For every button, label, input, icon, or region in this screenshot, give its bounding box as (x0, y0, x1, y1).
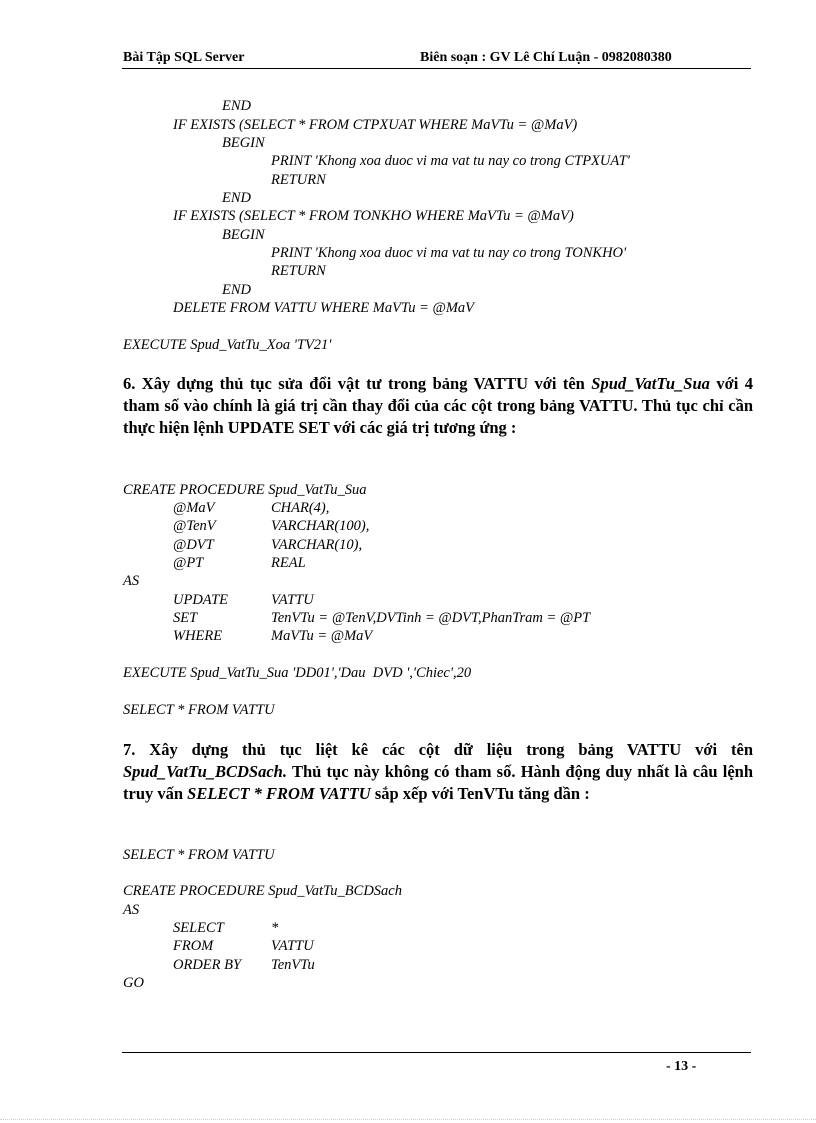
sql-keyword: FROM (173, 938, 214, 954)
code-line: PRINT 'Khong xoa duoc vi ma vat tu nay co trong CTPXUAT' (271, 153, 630, 169)
footer-rule (122, 1052, 751, 1053)
section-6-paragraph (123, 373, 753, 439)
sql-value: * (271, 920, 279, 936)
query-text: SELECT * FROM VATTU (187, 784, 371, 803)
code-line: RETURN (271, 172, 326, 188)
code-line: IF EXISTS (SELECT * FROM CTPXUAT WHERE MaVTu = @MaV) (173, 117, 578, 133)
sql-value: MaVTu = @MaV (271, 628, 373, 644)
sql-value: VATTU (271, 938, 314, 954)
sql-keyword: ORDER BY (173, 957, 242, 973)
param-name: @MaV (173, 500, 215, 516)
sql-value: TenVTu (271, 957, 315, 973)
paragraph-text: với 4 tham số vào chính là giá trị cần thay đổi của các cột trong bảng VATTU. Thủ tục chỉ cần thực hiện lệnh UPDATE SET với các giá trị tương ứng : (123, 374, 753, 437)
param-name: @DVT (173, 537, 214, 553)
param-type: REAL (271, 555, 306, 571)
select-statement: SELECT * FROM VATTU (123, 847, 275, 863)
exec-statement: EXECUTE Spud_VatTu_Xoa 'TV21' (123, 337, 332, 353)
code-line: AS (123, 573, 140, 589)
param-type: VARCHAR(10), (271, 537, 363, 553)
paragraph-text: sắp xếp với TenVTu tăng dần : (370, 784, 590, 803)
header-title: Bài Tập SQL Server (123, 50, 245, 65)
section-7-paragraph (123, 739, 753, 805)
sql-keyword: SELECT (173, 920, 224, 936)
header-rule (122, 68, 751, 69)
code-line: GO (123, 975, 144, 991)
code-line: RETURN (271, 263, 326, 279)
param-type: CHAR(4), (271, 500, 330, 516)
sql-keyword: WHERE (173, 628, 223, 644)
procedure-name: Spud_VatTu_BCDSach. (123, 762, 287, 781)
procedure-name: Spud_VatTu_Sua (591, 374, 710, 393)
paragraph-text: 6. Xây dựng thủ tục sửa đổi vật tư trong bảng VATTU với tên (123, 374, 592, 393)
exec-statement: EXECUTE Spud_VatTu_Sua 'DD01','Dau DVD ','Chiec',20 (123, 665, 472, 681)
select-statement: SELECT * FROM VATTU (123, 702, 275, 718)
code-line: DELETE FROM VATTU WHERE MaVTu = @MaV (173, 300, 475, 316)
page-number: - 13 - (666, 1059, 697, 1074)
sql-value: VATTU (271, 592, 314, 608)
code-line: BEGIN (222, 135, 265, 151)
code-line: CREATE PROCEDURE Spud_VatTu_Sua (123, 482, 367, 498)
code-line: END (222, 282, 251, 298)
sql-value: TenVTu = @TenV,DVTinh = @DVT,PhanTram = @PT (271, 610, 591, 626)
param-name: @TenV (173, 518, 216, 534)
code-line: PRINT 'Khong xoa duoc vi ma vat tu nay co trong TONKHO' (271, 245, 627, 261)
code-line: CREATE PROCEDURE Spud_VatTu_BCDSach (123, 883, 402, 899)
page-edge (0, 1119, 816, 1120)
paragraph-text: 7. Xây dựng thủ tục liệt kê các cột dữ liệu trong bảng VATTU với tên (123, 740, 753, 759)
sql-keyword: UPDATE (173, 592, 229, 608)
paragraph-text: Thủ tục này không có tham số. Hành động duy nhất là câu lệnh truy vấn (123, 762, 753, 803)
code-line: AS (123, 902, 140, 918)
param-type: VARCHAR(100), (271, 518, 370, 534)
sql-keyword: SET (173, 610, 198, 626)
code-line: END (222, 98, 251, 114)
header-author: Biên soạn : GV Lê Chí Luận - 0982080380 (420, 50, 672, 65)
param-name: @PT (173, 555, 204, 571)
code-line: BEGIN (222, 227, 265, 243)
code-line: END (222, 190, 251, 206)
code-line: IF EXISTS (SELECT * FROM TONKHO WHERE MaVTu = @MaV) (173, 208, 574, 224)
